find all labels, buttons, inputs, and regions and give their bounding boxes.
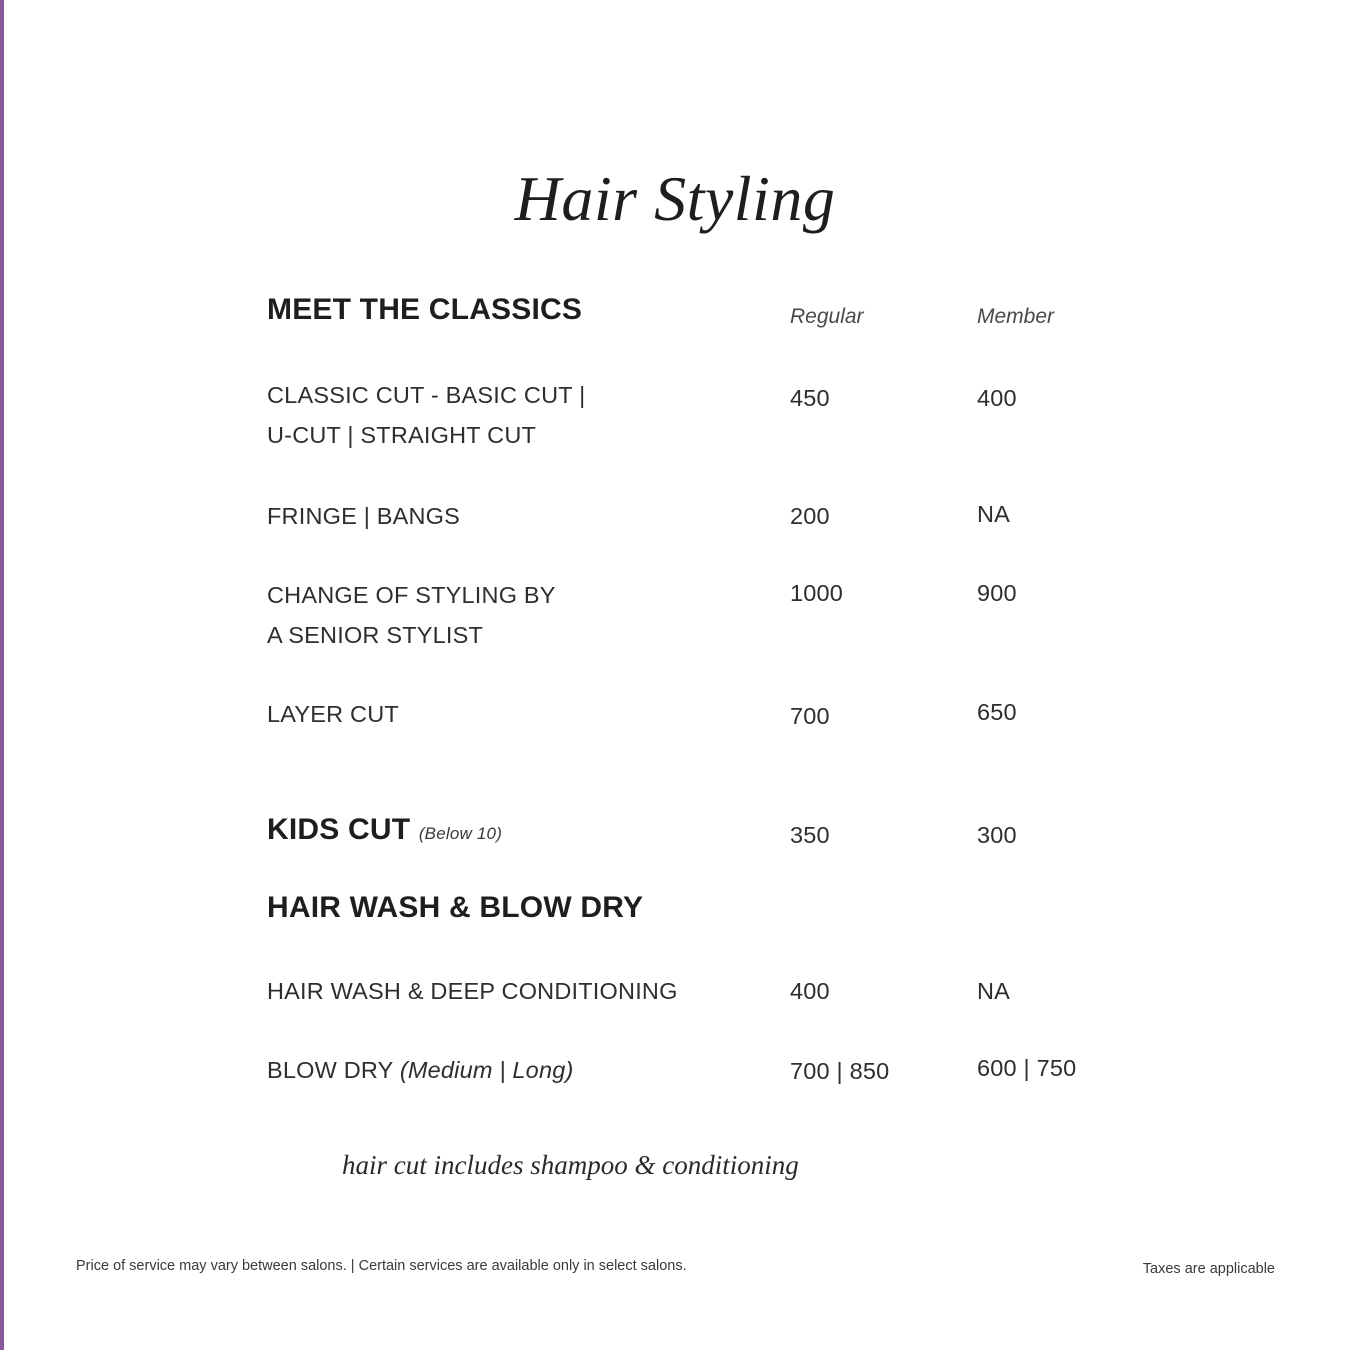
disclaimer-left: Price of service may vary between salons. | Certain services are available only in select salons. [76,1258,687,1274]
kids-cut-label: KIDS CUT [267,813,411,846]
service-name-line1: LAYER CUT [267,701,399,727]
section-heading-hair-wash: HAIR WASH & BLOW DRY [267,891,644,924]
service-hair-wash-deep-conditioning [267,971,678,1011]
price-member: NA [977,501,1011,527]
service-name-line2: A SENIOR STYLIST [267,622,484,648]
price-member: 400 [977,385,1017,411]
service-fringe-bangs [267,496,460,536]
column-header-member: Member [977,305,1055,328]
service-blow-dry [267,1050,574,1090]
price-regular: 200 [790,503,830,529]
service-name-line1: HAIR WASH & DEEP CONDITIONING [267,978,678,1004]
price-regular: 700 | 850 [790,1058,890,1084]
service-name-line2: U-CUT | STRAIGHT CUT [267,422,537,448]
column-header-regular: Regular [790,305,864,328]
kids-cut-age-note: (Below 10) [418,824,503,843]
service-name-line1: FRINGE | BANGS [267,503,461,529]
price-member: 900 [977,580,1017,606]
service-layer-cut [267,694,399,734]
service-length-note: (Medium | Long) [399,1057,574,1083]
price-member: 600 | 750 [977,1055,1077,1081]
section-heading-kids-cut [267,813,502,847]
service-name-line1: CLASSIC CUT - BASIC CUT | [267,382,586,408]
service-name-line1: BLOW DRY [267,1057,394,1083]
price-member: 650 [977,699,1017,725]
price-regular: 400 [790,978,830,1004]
section-heading-classics: MEET THE CLASSICS [267,293,583,326]
price-member: 300 [977,822,1017,848]
price-regular: 350 [790,822,830,848]
footnote: hair cut includes shampoo & conditioning [342,1150,799,1180]
service-name-line1: CHANGE OF STYLING BY [267,582,556,608]
price-regular: 450 [790,385,830,411]
price-member: NA [977,978,1011,1004]
price-regular: 1000 [790,580,844,606]
service-change-of-styling [267,575,556,655]
disclaimer-right: Taxes are applicable [1142,1261,1275,1277]
price-regular: 700 [790,703,830,729]
service-classic-cut [267,375,585,455]
page-title: Hair Styling [514,163,836,234]
